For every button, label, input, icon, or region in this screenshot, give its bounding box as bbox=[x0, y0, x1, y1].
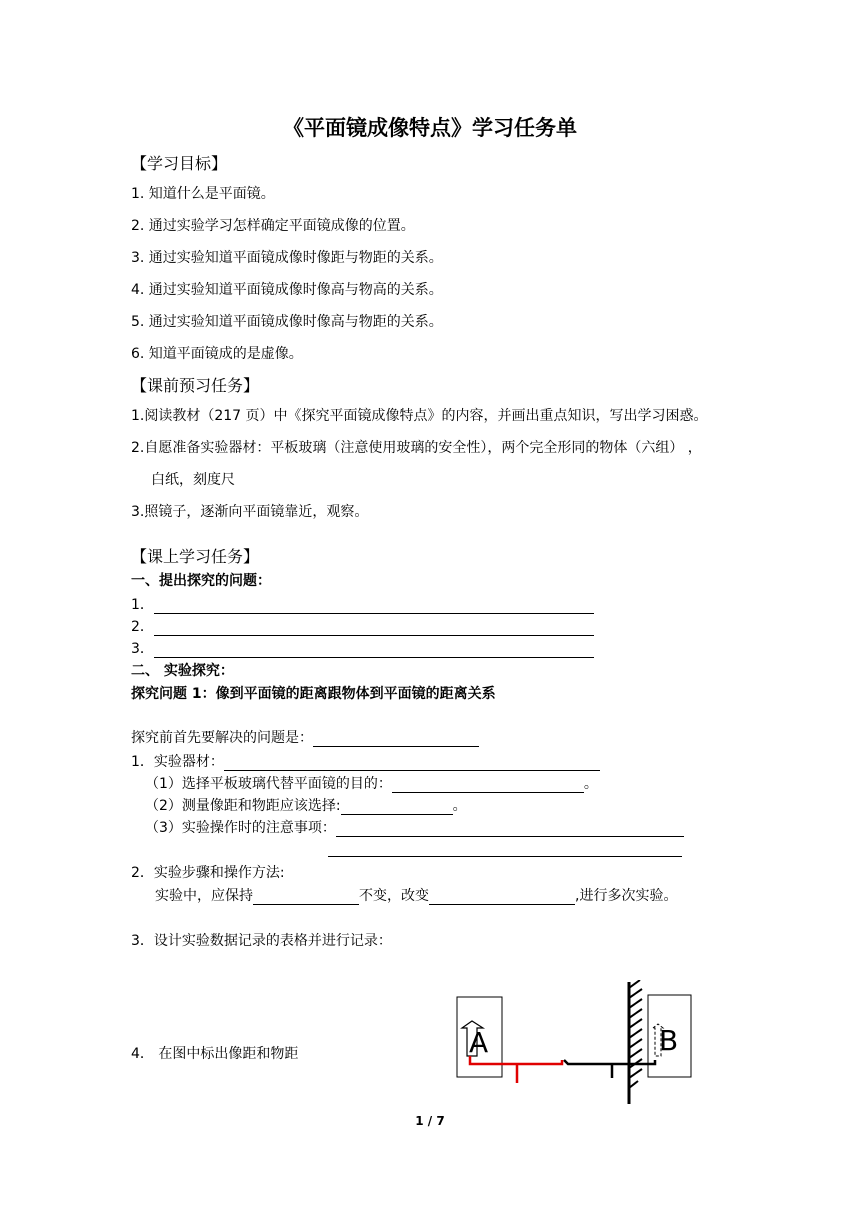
mirror-hatching bbox=[629, 980, 642, 1088]
part1-heading: 一、提出探究的问题： bbox=[131, 573, 271, 589]
answer-blank[interactable] bbox=[341, 800, 453, 815]
answer-blank[interactable] bbox=[253, 890, 359, 905]
answer-blank[interactable] bbox=[392, 778, 584, 793]
steps-line bbox=[155, 885, 677, 905]
part2-heading: 二、 实验探究： bbox=[131, 663, 234, 679]
question-label: 3． bbox=[131, 641, 154, 657]
pre-problem-label: 探究前首先要解决的问题是： bbox=[131, 730, 313, 746]
equipment-line bbox=[131, 751, 600, 771]
steps-heading: 2．实验步骤和操作方法: bbox=[131, 865, 285, 881]
sub1-label: （1）选择平板玻璃代替平面镜的目的： bbox=[145, 776, 392, 792]
sub2-end: 。 bbox=[452, 798, 467, 814]
page-title: 《平面镜成像特点》学习任务单 bbox=[283, 116, 577, 140]
sub3-label: （3）实验操作时的注意事项： bbox=[145, 820, 336, 836]
answer-blank[interactable] bbox=[154, 621, 594, 636]
preview-item: 3.照镜子，逐渐向平面镜靠近，观察。 bbox=[131, 504, 369, 520]
question-line-3 bbox=[131, 638, 594, 658]
answer-blank[interactable] bbox=[154, 643, 594, 658]
sub2-line bbox=[145, 795, 467, 815]
mark-task: 4． 在图中标出像距和物距 bbox=[131, 1046, 299, 1062]
answer-blank[interactable] bbox=[224, 756, 600, 771]
question-label: 2． bbox=[131, 619, 154, 635]
object-a-label: A bbox=[469, 1026, 489, 1059]
sub1-end: 。 bbox=[583, 776, 598, 792]
steps-text-b: 不变，改变 bbox=[359, 888, 429, 904]
goal-item: 1. 知道什么是平面镜。 bbox=[131, 186, 275, 202]
sub3-line bbox=[145, 817, 684, 837]
table-task: 3．设计实验数据记录的表格并进行记录： bbox=[131, 933, 392, 949]
equipment-label: 1．实验器材： bbox=[131, 754, 224, 770]
preview-heading: 【课前预习任务】 bbox=[131, 376, 260, 395]
answer-blank[interactable] bbox=[313, 732, 479, 747]
goal-item: 6. 知道平面镜成的是虚像。 bbox=[131, 346, 303, 362]
image-b-label: B bbox=[659, 1024, 679, 1057]
mirror-diagram bbox=[450, 980, 700, 1106]
question-line-1 bbox=[131, 594, 594, 614]
steps-text-c: ,进行多次实验。 bbox=[575, 888, 678, 904]
goals-heading: 【学习目标】 bbox=[131, 154, 228, 173]
object-distance-mark bbox=[470, 1056, 562, 1083]
question-label: 1． bbox=[131, 597, 154, 613]
sub3-line-2 bbox=[328, 841, 682, 857]
answer-blank[interactable] bbox=[336, 822, 684, 837]
question-line-2 bbox=[131, 616, 594, 636]
answer-blank[interactable] bbox=[328, 842, 682, 857]
goal-item: 3. 通过实验知道平面镜成像时像距与物距的关系。 bbox=[131, 250, 443, 266]
answer-blank[interactable] bbox=[429, 890, 575, 905]
preview-item: 2.自愿准备实验器材：平板玻璃（注意使用玻璃的安全性），两个完全形同的物体（六组） ， bbox=[131, 440, 702, 456]
preview-item: 1.阅读教材（217 页）中《探究平面镜成像特点》的内容，并画出重点知识，写出学习困惑。 bbox=[131, 408, 708, 424]
answer-blank[interactable] bbox=[154, 599, 594, 614]
question1-heading: 探究问题 1：像到平面镜的距离跟物体到平面镜的距离关系 bbox=[131, 686, 496, 702]
class-heading: 【课上学习任务】 bbox=[131, 547, 260, 566]
goal-item: 2. 通过实验学习怎样确定平面镜成像的位置。 bbox=[131, 218, 415, 234]
page-number: 1 / 7 bbox=[415, 1114, 445, 1128]
pre-problem-line bbox=[131, 727, 479, 747]
preview-item: 白纸，刻度尺 bbox=[151, 472, 235, 488]
goal-item: 4. 通过实验知道平面镜成像时像高与物高的关系。 bbox=[131, 282, 443, 298]
steps-text-a: 实验中，应保持 bbox=[155, 888, 253, 904]
sub1-line bbox=[145, 773, 598, 793]
sub2-label: （2）测量像距和物距应该选择: bbox=[145, 798, 341, 814]
goal-item: 5. 通过实验知道平面镜成像时像高与物距的关系。 bbox=[131, 314, 443, 330]
